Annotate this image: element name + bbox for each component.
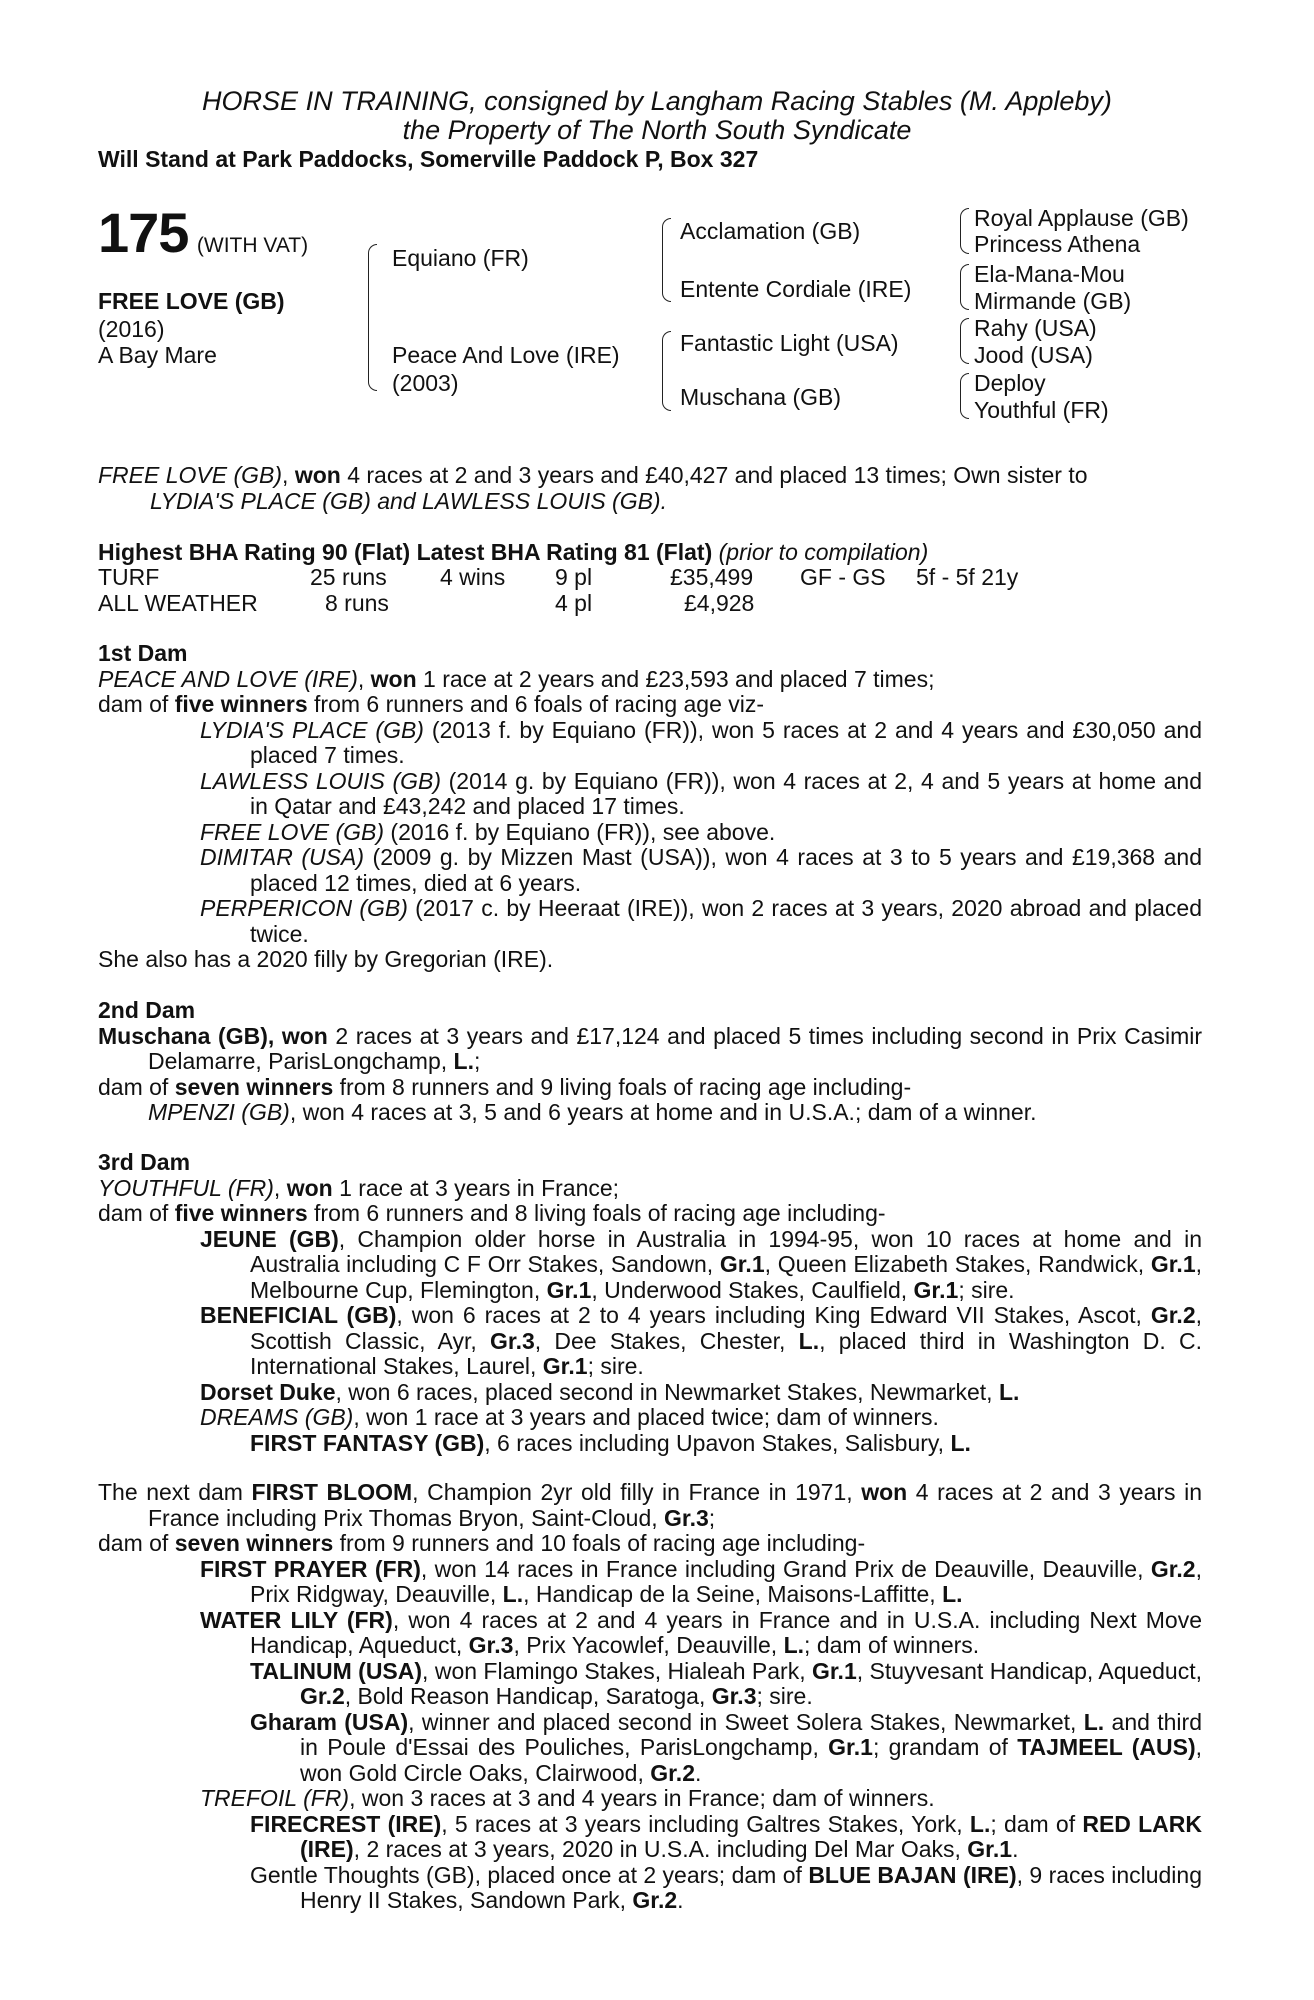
- produce-name: LAWLESS LOUIS (GB): [200, 767, 442, 794]
- won-label: won: [861, 1479, 908, 1505]
- t: ; sire.: [587, 1353, 644, 1379]
- grade: Gr.1: [913, 1276, 959, 1303]
- t: Gentle Thoughts (GB), placed once at 2 years; dam of: [250, 1861, 809, 1888]
- foals-text: from 8 runners and 9 living foals of racing age including-: [333, 1073, 912, 1100]
- produce-name: MPENZI (GB): [148, 1099, 290, 1125]
- produce-name: TALINUM (USA): [250, 1657, 423, 1684]
- summary-siblings: LYDIA'S PLACE (GB) and LAWLESS LOUIS (GB).: [150, 487, 667, 514]
- header-line-1: HORSE IN TRAINING, consigned by Langham Racing Stables (M. Appleby): [202, 86, 1112, 116]
- produce-name: JEUNE (GB): [200, 1225, 339, 1252]
- winners-count: seven winners: [174, 1530, 334, 1556]
- third-dam-heading: 3rd Dam: [98, 1149, 191, 1175]
- produce-name: WATER LILY (FR): [200, 1606, 393, 1633]
- next-dam-name: FIRST BLOOM: [251, 1479, 413, 1505]
- second-dam-section: [98, 998, 1202, 1126]
- lot-number-row: [98, 200, 308, 265]
- t: , Scottish Classic, Ayr,: [250, 1302, 1203, 1354]
- produce-firecrest: [98, 1812, 1202, 1863]
- produce-dimitar: [98, 845, 1202, 896]
- third-dam-section: [98, 1150, 1202, 1456]
- t: , Bold Reason Handicap, Saratoga,: [344, 1683, 712, 1709]
- t: ; sire.: [958, 1276, 1015, 1303]
- grade: Gr.2: [1150, 1555, 1196, 1582]
- grade: Gr.2: [632, 1887, 678, 1913]
- ratings-heading-row: [98, 539, 928, 565]
- t: ; sire.: [756, 1683, 813, 1709]
- t: and third in Poule d'Essai des Pouliches, ParisLongchamp,: [300, 1708, 1202, 1760]
- grade: Gr.3: [468, 1632, 514, 1658]
- foals-text: from 9 runners and 10 foals of racing age including-: [333, 1530, 866, 1556]
- winners-count: seven winners: [174, 1073, 334, 1100]
- t: , placed third in Washington D. C. International Stakes, Laurel,: [250, 1327, 1202, 1379]
- dam-of-label: dam of: [98, 1073, 175, 1100]
- produce-name: FIRST FANTASY (GB): [250, 1429, 485, 1456]
- turf-label: TURF: [98, 564, 160, 590]
- next-dam-record: [98, 1480, 1202, 1531]
- second-dam-record: [98, 1024, 1202, 1075]
- produce-lawless-louis: [98, 769, 1202, 820]
- t: , Prix Yacowlef, Deauville,: [513, 1632, 784, 1658]
- t: ; dam of: [990, 1810, 1083, 1837]
- grade: Gr.1: [546, 1276, 592, 1303]
- grade: Gr.1: [811, 1657, 857, 1684]
- produce-text: (2014 g. by Equiano (FR)), won 4 races at 2, 4 and 5 years at home and in Qatar and £43,242 and placed 17 times.: [250, 767, 1202, 819]
- t: , won Gold Circle Oaks, Clairwood,: [300, 1734, 1202, 1786]
- produce-name: FIRECREST (IRE): [250, 1810, 442, 1837]
- t: ; grandam of: [872, 1734, 1018, 1760]
- produce-mpenzi: [98, 1100, 1202, 1126]
- first-dam-heading: 1st Dam: [98, 640, 188, 666]
- header-line-3: Will Stand at Park Paddocks, Somerville Paddock P, Box 327: [98, 146, 759, 172]
- ped-sdd: Mirmande (GB): [974, 288, 1132, 314]
- t: , won 6 races, placed second in Newmarket Stakes, Newmarket,: [335, 1378, 999, 1405]
- t: , 5 races at 3 years including Galtres Stakes, York,: [441, 1810, 970, 1837]
- produce-text: , won 4 races at 3, 5 and 6 years at home and in U.S.A.; dam of a winner.: [289, 1099, 1037, 1125]
- produce-perpericon: [98, 896, 1202, 947]
- produce-name: DIMITAR (USA): [200, 844, 364, 870]
- sep: ,: [267, 1022, 282, 1049]
- won-label: won: [281, 1022, 328, 1049]
- grade: Gr.3: [664, 1504, 709, 1531]
- grade: Gr.2: [1150, 1302, 1196, 1328]
- grade: Gr.1: [1150, 1251, 1196, 1277]
- record-text: 1 race at 3 years in France;: [332, 1174, 620, 1201]
- t: , 6 races including Upavon Stakes, Salisbury,: [484, 1429, 951, 1456]
- aw-label: ALL WEATHER: [98, 590, 258, 616]
- turf-going: GF - GS: [800, 564, 886, 590]
- produce-first-prayer: [98, 1557, 1202, 1608]
- t: , Queen Elizabeth Stakes, Randwick,: [764, 1251, 1151, 1277]
- produce-text: (2009 g. by Mizzen Mast (USA)), won 4 races at 3 to 5 years and £19,368 and placed 12 times, died at 6 years.: [250, 844, 1203, 896]
- turf-wins: 4 wins: [440, 564, 506, 590]
- grade: L.: [998, 1378, 1020, 1405]
- foals-text: from 6 runners and 6 foals of racing age viz-: [307, 691, 765, 717]
- grade: L.: [798, 1327, 820, 1354]
- produce-name: RED LARK (IRE): [300, 1810, 1202, 1862]
- produce-beneficial: [98, 1303, 1202, 1380]
- t: The next dam: [98, 1479, 252, 1505]
- t: , 9 races including Henry II Stakes, Sandown Park,: [300, 1861, 1203, 1913]
- first-dam-section: 1st Dam PEACE AND LOVE (IRE), won 1 race at 2 years and £23,593 and placed 7 times; dam of five winners from 6 runners and 6 foals of racing age viz- LYDIA'S PLACE (GB) (2013 f. by Equiano (FR)), won 5 races at 2 and 4 years and £30,050 and placed 7 times. LAWLESS LOUIS (GB) (2014 g. by Equiano (FR)), won 4 races at 2, 4 and 5 years at home and in Qatar and £43,242 and placed 17 times. FREE LOVE (GB) (2016 f. by Equiano (FR)), see above. DIMITAR (USA) (2009 g. by Mizzen Mast (USA)), won 4 races at 3 to 5 years and £19,368 and placed 12 times, died at 6 years. PERPERICON (GB) (2017 c. by Heeraat (IRE)), won 2 races at 3 years, 2020 abroad and placed twice. She also has a 2020 filly by Gregorian (IRE).: [98, 640, 1203, 972]
- grade: Gr.1: [719, 1251, 765, 1277]
- header-line-2: the Property of The North South Syndicate: [402, 115, 912, 145]
- grade-label: L.: [453, 1048, 474, 1074]
- second-dam-name: Muschana (GB): [98, 1022, 268, 1049]
- produce-text: (2017 c. by Heeraat (IRE)), won 2 races at 3 years, 2020 abroad and placed twice.: [250, 895, 1202, 947]
- first-dam-record: 1 race at 2 years and £23,593 and placed 7 times;: [416, 665, 935, 692]
- turf-earnings: £35,499: [670, 564, 754, 590]
- summary-won: won: [294, 462, 341, 488]
- ped-sds: Ela-Mana-Mou: [974, 261, 1125, 287]
- produce-name: BLUE BAJAN (IRE): [808, 1861, 1017, 1888]
- produce-name: BENEFICIAL (GB): [200, 1302, 397, 1328]
- t: , won 4 races at 2 and 4 years in France and in U.S.A. including Next Move Handicap, Aqueduct,: [250, 1606, 1202, 1658]
- lot-number: 175: [98, 201, 189, 264]
- t: , Prix Ridgway, Deauville,: [250, 1555, 1202, 1607]
- grade: Gr.1: [542, 1353, 588, 1379]
- turf-runs: 25 runs: [310, 564, 387, 590]
- t: .: [1012, 1836, 1019, 1862]
- ped-ds: Fantastic Light (USA): [680, 330, 899, 356]
- grade: Gr.2: [300, 1683, 345, 1709]
- horse-description: A Bay Mare: [98, 342, 217, 368]
- ped-dsd: Jood (USA): [974, 342, 1093, 368]
- won-label: won: [286, 1174, 333, 1201]
- grade: Gr.1: [828, 1734, 873, 1760]
- ratings-heading: Highest BHA Rating 90 (Flat) Latest BHA Rating 81 (Flat): [98, 539, 713, 565]
- vat-label: (WITH VAT): [196, 234, 309, 257]
- t: , Handicap de la Seine, Maisons-Laffitte,: [523, 1581, 943, 1607]
- grade: L.: [942, 1581, 963, 1607]
- horse-year: (2016): [98, 316, 165, 342]
- ped-sss: Royal Applause (GB): [974, 205, 1189, 231]
- won-label: won: [370, 665, 417, 692]
- aw-earnings: £4,928: [684, 590, 755, 616]
- second-dam-heading: 2nd Dam: [98, 997, 196, 1023]
- produce-text: (2013 f. by Equiano (FR)), won 5 races at 2 and 4 years and £30,050 and placed 7 times.: [250, 716, 1202, 768]
- produce-first-fantasy: [98, 1431, 1202, 1457]
- brace-dd: [960, 373, 969, 419]
- brace-ss: [960, 208, 969, 254]
- produce-text: (2016 f. by Equiano (FR)), see above.: [384, 818, 776, 845]
- ped-dam: Peace And Love (IRE): [392, 342, 620, 368]
- dam-of-label: dam of: [98, 691, 175, 717]
- t: , winner and placed second in Sweet Solera Stakes, Newmarket,: [408, 1708, 1084, 1735]
- t: , Stuyvesant Handicap, Aqueduct,: [856, 1657, 1202, 1684]
- t: , won 6 races at 2 to 4 years including King Edward VII Stakes, Ascot,: [396, 1302, 1151, 1328]
- turf-distance: 5f - 5f 21y: [916, 564, 1019, 590]
- ped-ss: Acclamation (GB): [680, 218, 861, 244]
- sep: ,: [273, 1174, 287, 1201]
- produce-dreams: [98, 1405, 1202, 1431]
- summary-text: 4 races at 2 and 3 years and £40,427 and placed 13 times; Own sister to: [340, 462, 1088, 488]
- summary: FREE LOVE (GB), won 4 races at 2 and 3 years and £40,427 and placed 13 times; Own sister to LYDIA'S PLACE (GB) and LAWLESS LOUIS (GB).: [98, 463, 1202, 514]
- grade: Gr.2: [650, 1759, 695, 1786]
- grade: L.: [1083, 1708, 1105, 1735]
- winners-count: five winners: [174, 691, 308, 717]
- brace-sire-parents: [662, 218, 671, 302]
- first-dam-name: PEACE AND LOVE (IRE): [98, 665, 358, 692]
- produce-name: Gharam (USA): [250, 1708, 409, 1735]
- aw-placed: 4 pl: [555, 590, 593, 616]
- produce-gharam: [98, 1710, 1202, 1787]
- next-dam-section: [98, 1480, 1202, 1914]
- t: , Dee Stakes, Chester,: [534, 1327, 799, 1354]
- brace-sd: [960, 264, 969, 310]
- ped-dam-year: (2003): [392, 370, 459, 396]
- produce-name: PERPERICON (GB): [200, 895, 408, 921]
- produce-name: TREFOIL (FR): [200, 1785, 350, 1811]
- t: 4 races at 2 and 3 years in France including Prix Thomas Bryon, Saint-Cloud,: [148, 1479, 1203, 1531]
- dam-of-label: dam of: [98, 1200, 175, 1226]
- produce-name: LYDIA'S PLACE (GB): [200, 716, 424, 743]
- brace-dam-parents: [662, 331, 671, 411]
- t: ;: [708, 1504, 716, 1531]
- also-has: She also has a 2020 filly by Gregorian (IRE).: [98, 946, 554, 972]
- produce-name: FREE LOVE (GB): [200, 818, 385, 845]
- brace-sire-dam: [368, 244, 377, 391]
- ratings-note: (prior to compilation): [718, 539, 929, 565]
- produce-lydias-place: [98, 718, 1202, 769]
- t: , Champion older horse in Australia in 1994-95, won 10 races at home and in Australia including C F Orr Stakes, Sandown,: [250, 1225, 1202, 1277]
- produce-name: Dorset Duke: [200, 1378, 336, 1405]
- produce-free-love: [98, 820, 1202, 846]
- grade: L.: [783, 1632, 805, 1658]
- produce-trefoil: [98, 1786, 1202, 1812]
- ped-ssd: Princess Athena: [974, 231, 1141, 257]
- t: , won 3 races at 3 and 4 years in France; dam of winners.: [349, 1785, 935, 1811]
- foals-text: from 6 runners and 8 living foals of racing age including-: [307, 1200, 886, 1226]
- produce-name: DREAMS (GB): [200, 1404, 354, 1430]
- t: .: [677, 1887, 684, 1913]
- t: , Melbourne Cup, Flemington,: [250, 1251, 1203, 1303]
- t: , Underwood Stakes, Caulfield,: [591, 1276, 914, 1303]
- turf-placed: 9 pl: [555, 564, 593, 590]
- produce-gentle-thoughts: [98, 1863, 1202, 1914]
- t: , Champion 2yr old filly in France in 1971,: [412, 1479, 862, 1505]
- t: , 2 races at 3 years, 2020 in U.S.A. including Del Mar Oaks,: [353, 1836, 968, 1862]
- horse-name: FREE LOVE (GB): [98, 288, 285, 314]
- summary-name: FREE LOVE (GB): [98, 462, 283, 488]
- grade: L.: [502, 1581, 524, 1607]
- grade: Gr.1: [967, 1836, 1013, 1862]
- punct: ;: [473, 1048, 481, 1074]
- grade: L.: [950, 1429, 971, 1456]
- ped-dd: Muschana (GB): [680, 384, 842, 410]
- grade: L.: [969, 1810, 991, 1837]
- aw-runs: 8 runs: [325, 590, 389, 616]
- produce-jeune: [98, 1227, 1202, 1304]
- grade: Gr.3: [490, 1327, 535, 1354]
- ped-sire: Equiano (FR): [392, 245, 529, 271]
- t: .: [695, 1759, 702, 1786]
- dam-of-label: dam of: [98, 1530, 175, 1556]
- t: , won 14 races in France including Grand Prix de Deauville, Deauville,: [420, 1555, 1151, 1582]
- t: , won 1 race at 3 years and placed twice; dam of winners.: [353, 1404, 939, 1430]
- produce-water-lily: [98, 1608, 1202, 1659]
- record-text: 2 races at 3 years and £17,124 and placed 5 times including second in Prix Casimir Delamarre, ParisLongchamp,: [148, 1022, 1203, 1074]
- t: , won Flamingo Stakes, Hialeah Park,: [422, 1657, 812, 1684]
- third-dam-name: YOUTHFUL (FR): [98, 1174, 274, 1201]
- produce-dorset-duke: [98, 1380, 1202, 1406]
- ped-dds: Deploy: [974, 370, 1046, 396]
- winners-count: five winners: [174, 1200, 308, 1226]
- ped-sd: Entente Cordiale (IRE): [680, 276, 912, 302]
- brace-ds: [960, 318, 969, 364]
- t: ; dam of winners.: [804, 1632, 980, 1658]
- ped-dss: Rahy (USA): [974, 315, 1097, 341]
- grade: Gr.3: [711, 1683, 757, 1709]
- ped-ddd: Youthful (FR): [974, 397, 1109, 423]
- produce-name: TAJMEEL (AUS): [1017, 1734, 1196, 1760]
- produce-name: FIRST PRAYER (FR): [200, 1555, 421, 1582]
- produce-talinum: [98, 1659, 1202, 1710]
